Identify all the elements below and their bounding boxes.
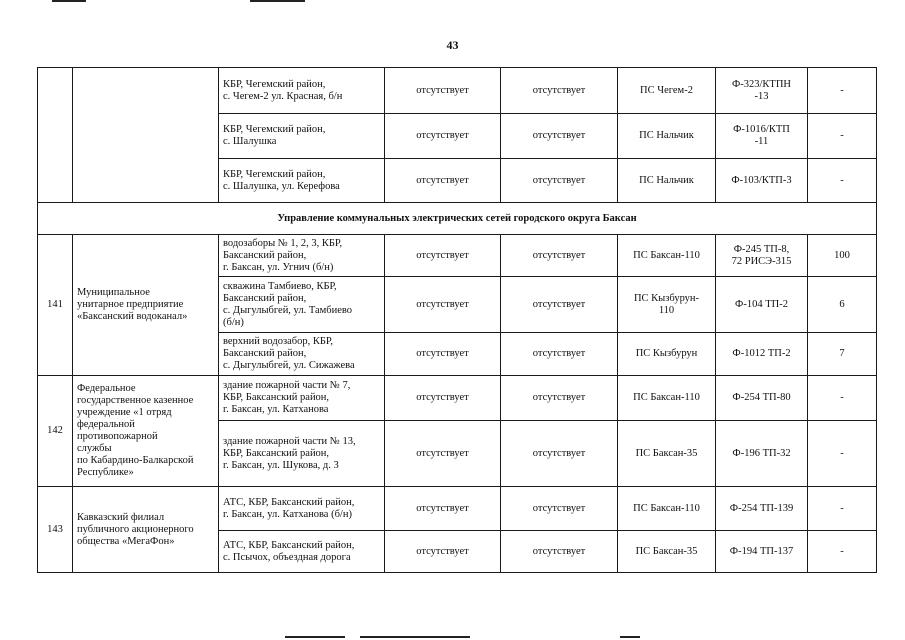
feeder-cell: Ф-245 ТП-8, 72 РИСЭ-315 xyxy=(716,235,808,277)
address-cell: КБР, Чегемский район, с. Шалушка xyxy=(219,114,385,159)
substation-cell: ПС Баксан-35 xyxy=(618,531,716,573)
status-cell: отсутствует xyxy=(385,277,501,333)
load-cell: 6 xyxy=(808,277,877,333)
load-cell: - xyxy=(808,68,877,114)
load-cell: - xyxy=(808,531,877,573)
scan-artifact-bottom-mid xyxy=(360,636,470,638)
scan-artifact-top-left xyxy=(52,0,86,2)
status-cell: отсутствует xyxy=(501,277,618,333)
page-number: 43 xyxy=(446,38,459,52)
section-row xyxy=(38,203,877,235)
status-cell: отсутствует xyxy=(385,333,501,376)
substation-cell: ПС Нальчик xyxy=(618,159,716,203)
substation-cell: ПС Баксан-35 xyxy=(618,421,716,487)
status-cell: отсутствует xyxy=(501,531,618,573)
address-cell: КБР, Чегемский район, с. Чегем-2 ул. Красная, б/н xyxy=(219,68,385,114)
organization-cell xyxy=(73,68,219,203)
status-cell: отсутствует xyxy=(501,487,618,531)
status-cell: отсутствует xyxy=(385,235,501,277)
address-cell: водозаборы № 1, 2, 3, КБР, Баксанский район, г. Баксан, ул. Угнич (б/н) xyxy=(219,235,385,277)
row-number-cell: 141 xyxy=(38,235,73,376)
table-row xyxy=(38,68,877,114)
substation-cell: ПС Баксан-110 xyxy=(618,235,716,277)
status-cell: отсутствует xyxy=(501,159,618,203)
organization-cell: Федеральное государственное казенное учреждение «1 отряд федеральной противопожарной службы по Кабардино-Балкарской Республике» xyxy=(73,376,219,487)
table-row xyxy=(38,235,877,277)
substation-cell: ПС Баксан-110 xyxy=(618,487,716,531)
organization-cell: Муниципальное унитарное предприятие «Баксанский водоканал» xyxy=(73,235,219,376)
substation-cell: ПС Баксан-110 xyxy=(618,376,716,421)
feeder-cell: Ф-323/КТПН -13 xyxy=(716,68,808,114)
feeder-cell: Ф-1012 ТП-2 xyxy=(716,333,808,376)
load-cell: - xyxy=(808,159,877,203)
table-row xyxy=(38,376,877,421)
document-table xyxy=(37,67,877,573)
status-cell: отсутствует xyxy=(385,68,501,114)
address-cell: КБР, Чегемский район, с. Шалушка, ул. Керефова xyxy=(219,159,385,203)
status-cell: отсутствует xyxy=(501,421,618,487)
load-cell: - xyxy=(808,114,877,159)
status-cell: отсутствует xyxy=(385,376,501,421)
feeder-cell: Ф-103/КТП-3 xyxy=(716,159,808,203)
row-number-cell: 143 xyxy=(38,487,73,573)
load-cell: 7 xyxy=(808,333,877,376)
substation-cell: ПС Кызбурун xyxy=(618,333,716,376)
status-cell: отсутствует xyxy=(501,114,618,159)
status-cell: отсутствует xyxy=(385,159,501,203)
substation-cell: ПС Нальчик xyxy=(618,114,716,159)
load-cell: - xyxy=(808,421,877,487)
row-number-cell: 142 xyxy=(38,376,73,487)
feeder-cell: Ф-104 ТП-2 xyxy=(716,277,808,333)
status-cell: отсутствует xyxy=(385,421,501,487)
status-cell: отсутствует xyxy=(501,68,618,114)
load-cell: - xyxy=(808,376,877,421)
feeder-cell: Ф-254 ТП-139 xyxy=(716,487,808,531)
feeder-cell: Ф-194 ТП-137 xyxy=(716,531,808,573)
status-cell: отсутствует xyxy=(501,376,618,421)
section-title: Управление коммунальных электрических сетей городского округа Баксан xyxy=(38,203,877,235)
feeder-cell: Ф-196 ТП-32 xyxy=(716,421,808,487)
address-cell: верхний водозабор, КБР, Баксанский район, с. Дыгулыбгей, ул. Сижажева xyxy=(219,333,385,376)
load-cell: 100 xyxy=(808,235,877,277)
address-cell: АТС, КБР, Баксанский район, с. Псычох, объездная дорога xyxy=(219,531,385,573)
status-cell: отсутствует xyxy=(385,487,501,531)
row-number-cell xyxy=(38,68,73,203)
substation-cell: ПС Кызбурун- 110 xyxy=(618,277,716,333)
substation-cell: ПС Чегем-2 xyxy=(618,68,716,114)
address-cell: здание пожарной части № 13, КБР, Баксанский район, г. Баксан, ул. Шукова, д. 3 xyxy=(219,421,385,487)
address-cell: скважина Тамбиево, КБР, Баксанский район, с. Дыгулыбгей, ул. Тамбиево (б/н) xyxy=(219,277,385,333)
organization-cell: Кавказский филиал публичного акционерного общества «МегаФон» xyxy=(73,487,219,573)
feeder-cell: Ф-1016/КТП -11 xyxy=(716,114,808,159)
feeder-cell: Ф-254 ТП-80 xyxy=(716,376,808,421)
status-cell: отсутствует xyxy=(501,333,618,376)
scan-artifact-bottom-right xyxy=(620,636,640,638)
address-cell: здание пожарной части № 7, КБР, Баксанский район, г. Баксан, ул. Катханова xyxy=(219,376,385,421)
status-cell: отсутствует xyxy=(385,531,501,573)
table-row xyxy=(38,487,877,531)
load-cell: - xyxy=(808,487,877,531)
address-cell: АТС, КБР, Баксанский район, г. Баксан, ул. Катханова (б/н) xyxy=(219,487,385,531)
scan-artifact-bottom-left xyxy=(285,636,345,638)
status-cell: отсутствует xyxy=(501,235,618,277)
scan-artifact-top-right xyxy=(250,0,305,2)
status-cell: отсутствует xyxy=(385,114,501,159)
